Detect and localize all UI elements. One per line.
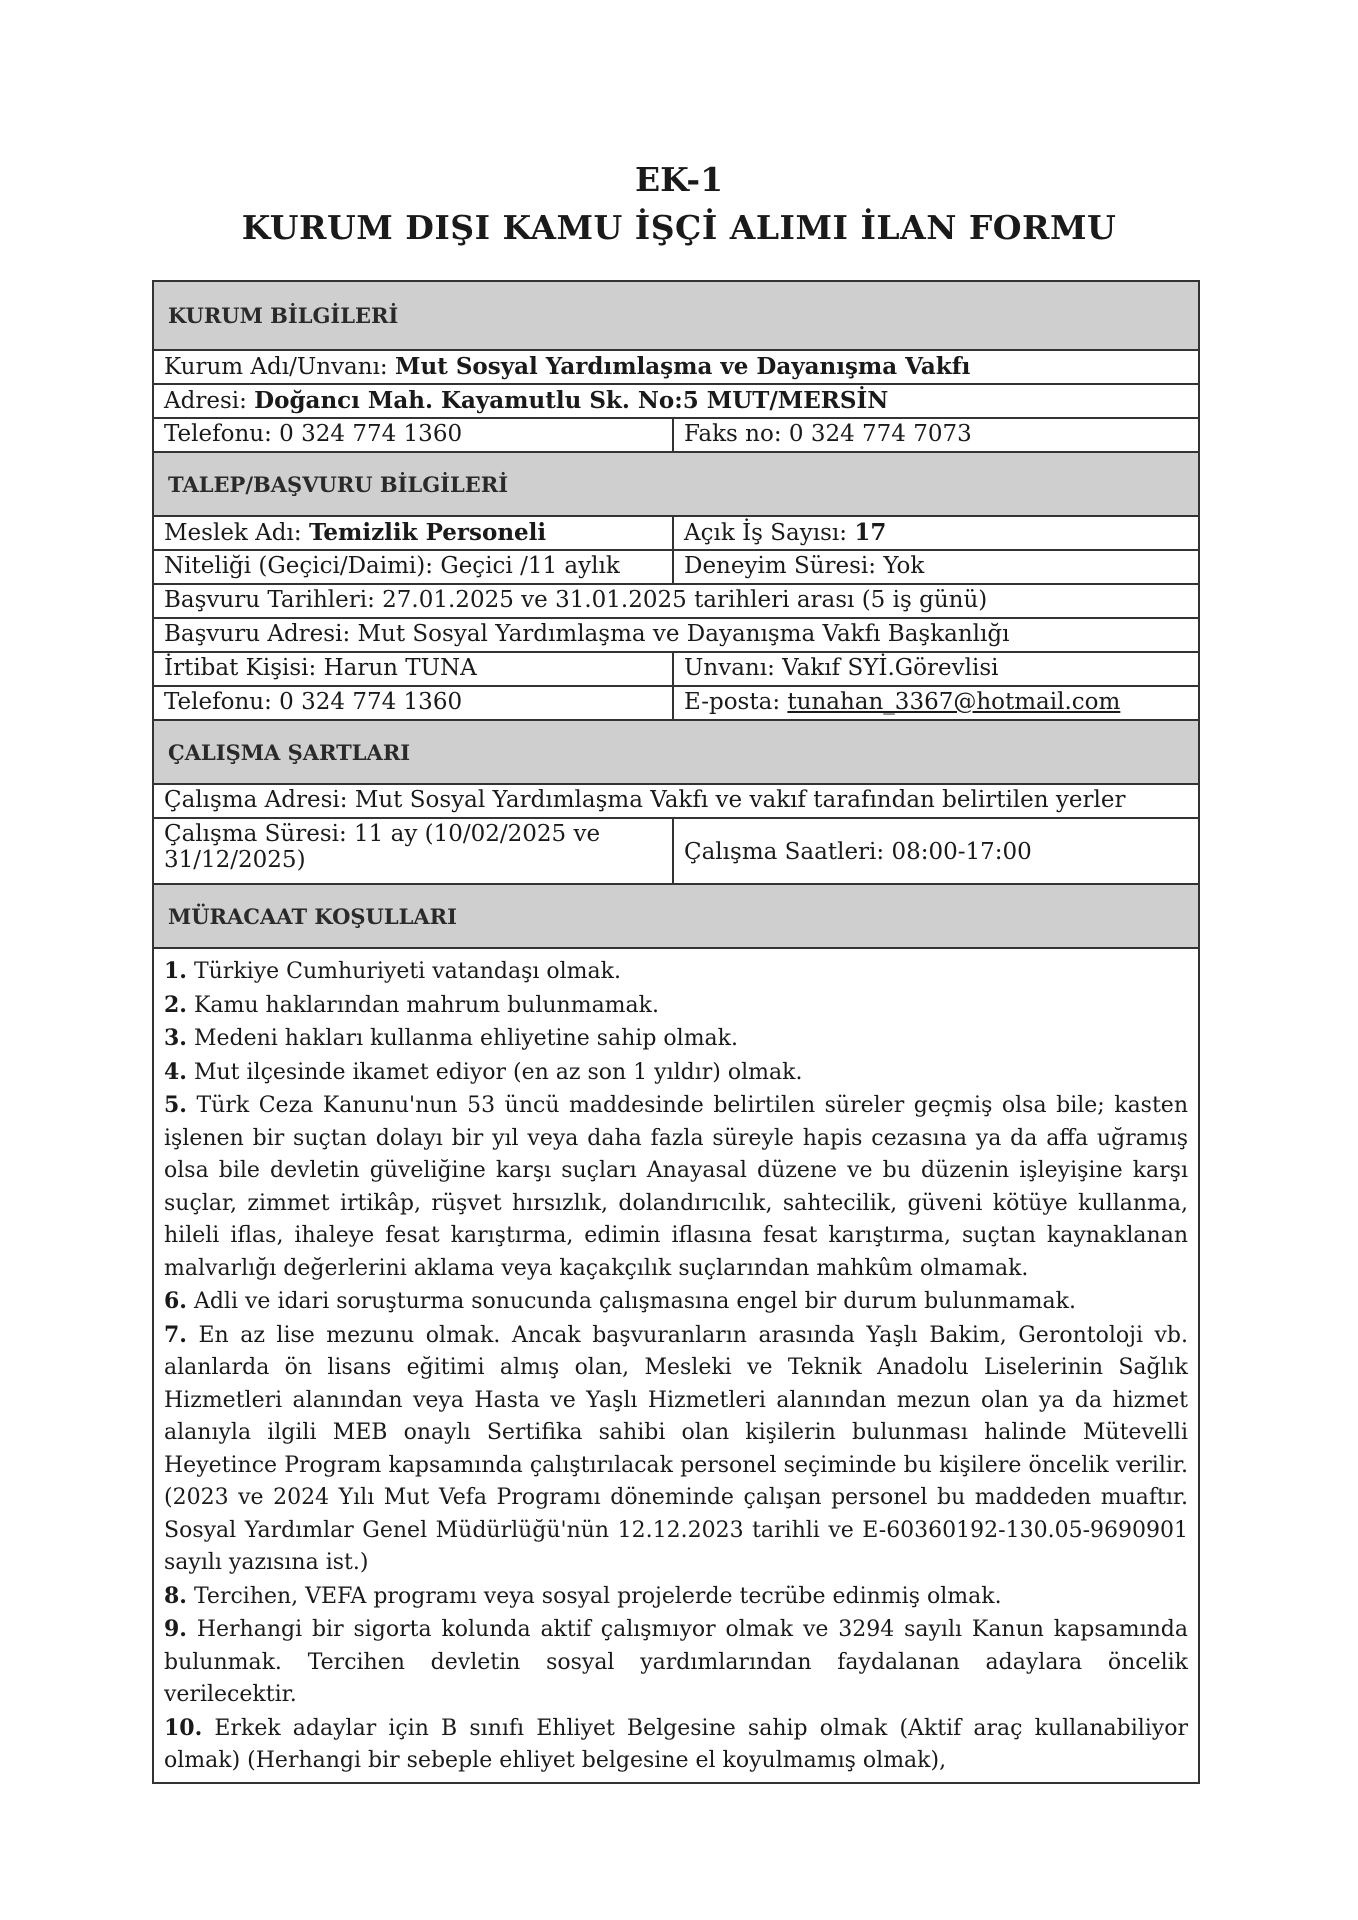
row-calisma-adresi	[154, 785, 1198, 819]
row-kurum-iletisim	[154, 419, 1198, 453]
kurum-faks: Faks no: 0 324 774 7073	[684, 421, 972, 447]
basvuru-tarihleri: Başvuru Tarihleri: 27.01.2025 ve 31.01.2025 tarihleri arası (5 iş günü)	[164, 587, 988, 613]
requirement-item	[164, 1022, 1188, 1056]
nitelik: Niteliği (Geçici/Daimi): Geçici /11 aylık	[154, 551, 674, 583]
requirement-text: Türk Ceza Kanunu'nun 53 üncü maddesinde belirtilen süreler geçmiş olsa bile; kasten işlenen bir suçtan dolayı bir yıl veya daha fazla süreyle hapis cezasına ya da affa uğramış olsa bile devletin güveliğine karşı suçları Anayasal düzene ve bu düzenin işleyişine karşı suçlar, zimmet irtikâp, rüşvet hırsızlık, dolandırıcılık, sahtecilik, güveni kötüye kullanma, hileli iflas, ihaleye fesat karıştırma, edimin iflasına fesat karıştırma, suçtan kaynaklanan malvarlığı değerlerini aklama veya kaçakçılık suçlarından mahkûm olmamak.	[164, 1093, 1188, 1281]
requirement-item	[164, 955, 1188, 989]
requirement-item	[164, 1056, 1188, 1090]
requirement-text: Medeni hakları kullanma ehliyetine sahip olmak.	[186, 1026, 738, 1051]
annex-label: EK-1	[634, 160, 724, 199]
requirement-number: 8.	[164, 1582, 187, 1609]
requirements-list	[154, 949, 1198, 1782]
irtibat-unvan: Unvanı: Vakıf SYİ.Görevlisi	[684, 655, 999, 681]
kurum-adi-label: Kurum Adı/Unvanı:	[164, 354, 395, 380]
acik-is-value: 17	[854, 519, 887, 546]
section-header-kurum: KURUM BİLGİLERİ	[154, 282, 1198, 351]
kurum-adi-cell	[154, 351, 1198, 383]
requirement-item	[164, 1580, 1188, 1614]
kurum-telefon: Telefonu: 0 324 774 1360	[154, 419, 674, 451]
row-irtibat	[154, 653, 1198, 687]
meslek-value: Temizlik Personeli	[308, 519, 547, 546]
kurum-adres-value: Doğancı Mah. Kayamutlu Sk. No:5 MUT/MERSİN	[254, 387, 889, 414]
requirement-text: Tercihen, VEFA programı veya sosyal projelerde tecrübe edinmiş olmak.	[186, 1583, 1002, 1609]
acik-is-label: Açık İş Sayısı:	[684, 520, 855, 546]
row-nitelik	[154, 551, 1198, 585]
meslek-label: Meslek Adı:	[164, 520, 309, 546]
row-kurum-adres	[154, 385, 1198, 419]
calisma-adresi: Çalışma Adresi: Mut Sosyal Yardımlaşma Vakfı ve vakıf tarafından belirtilen yerler	[164, 787, 1126, 813]
form-title: KURUM DIŞI KAMU İŞÇİ ALIMI İLAN FORMU	[241, 208, 1117, 247]
row-calisma-sure	[154, 819, 1198, 885]
requirement-number: 3.	[164, 1025, 187, 1051]
requirement-number: 2.	[164, 991, 187, 1018]
acik-is-cell	[674, 517, 1198, 549]
announcement-form	[152, 280, 1200, 1784]
calisma-saatleri: Çalışma Saatleri: 08:00-17:00	[684, 838, 1032, 865]
requirement-text: Adli ve idari soruşturma sonucunda çalışmasına engel bir durum bulunmamak.	[186, 1289, 1076, 1314]
requirement-item	[164, 1319, 1188, 1580]
section-header-calisma: ÇALIŞMA ŞARTLARI	[154, 721, 1198, 785]
kurum-adi-value: Mut Sosyal Yardımlaşma ve Dayanışma Vakfı	[395, 353, 971, 380]
requirement-number: 9.	[164, 1616, 187, 1642]
requirement-text: Mut ilçesinde ikamet ediyor (en az son 1 yıldır) olmak.	[186, 1059, 803, 1085]
meslek-cell	[154, 517, 674, 549]
requirement-text: Türkiye Cumhuriyeti vatandaşı olmak.	[186, 959, 621, 984]
requirement-number: 7.	[164, 1321, 187, 1348]
requirement-item	[164, 1712, 1188, 1778]
requirement-item	[164, 1089, 1188, 1285]
requirement-text: Erkek adaylar için B sınıfı Ehliyet Belgesine sahip olmak (Aktif araç kullanabiliyor olmak) (Herhangi bir sebeple ehliyet belgesine el koyulmamış olmak),	[164, 1715, 1188, 1773]
row-irtibat-iletisim	[154, 687, 1198, 721]
section-header-muracaat: MÜRACAAT KOŞULLARI	[154, 885, 1198, 949]
basvuru-adresi: Başvuru Adresi: Mut Sosyal Yardımlaşma ve Dayanışma Vakfı Başkanlığı	[164, 621, 1010, 647]
kurum-adres-cell	[154, 385, 1198, 417]
eposta-link[interactable]: tunahan_3367@hotmail.com	[787, 689, 1121, 715]
requirement-number: 1.	[164, 958, 187, 984]
requirement-number: 10.	[164, 1714, 203, 1741]
requirement-number: 4.	[164, 1058, 187, 1085]
irtibat-kisisi: İrtibat Kişisi: Harun TUNA	[154, 653, 674, 685]
calisma-suresi: Çalışma Süresi: 11 ay (10/02/2025 ve 31/12/2025)	[154, 819, 674, 883]
requirement-item	[164, 1613, 1188, 1712]
requirement-item	[164, 989, 1188, 1023]
row-kurum-adi	[154, 351, 1198, 385]
requirement-text: Herhangi bir sigorta kolunda aktif çalışmıyor olmak ve 3294 sayılı Kanun kapsamında bulunmak. Tercihen devletin sosyal yardımlarından faydalanan adaylara öncelik verilecektir.	[164, 1617, 1188, 1707]
requirement-number: 5.	[164, 1092, 187, 1118]
kurum-adres-label: Adresi:	[164, 388, 255, 414]
row-basvuru-tarihleri	[154, 585, 1198, 619]
row-basvuru-adresi	[154, 619, 1198, 653]
eposta-label: E-posta:	[684, 689, 788, 715]
row-meslek	[154, 517, 1198, 551]
requirement-number: 6.	[164, 1288, 187, 1314]
requirement-text: En az lise mezunu olmak. Ancak başvuranların arasında Yaşlı Bakim, Gerontoloji vb. alanlarda ön lisans eğitimi almış olan, Mesleki ve Teknik Anadolu Liselerinin Sağlık Hizmetleri alanından veya Hasta ve Yaşlı Hizmetleri alanından mezun olan ya da hizmet alanıyla ilgili MEB onaylı Sertifika sahibi olan kişilerin bulunması halinde Mütevelli Heyetince Program kapsamında çalıştırılacak personel seçiminde bu kişilere öncelik verilir. (2023 ve 2024 Yılı Mut Vefa Programı döneminde çalışan personel bu maddeden muaftır. Sosyal Yardımlar Genel Müdürlüğü'nün 12.12.2023 tarihli ve E-60360192-130.05-9690901 sayılı yazısına ist.)	[164, 1322, 1188, 1575]
requirement-item	[164, 1285, 1188, 1319]
irtibat-telefon: Telefonu: 0 324 774 1360	[154, 687, 674, 719]
section-header-talep: TALEP/BAŞVURU BİLGİLERİ	[154, 453, 1198, 517]
requirement-text: Kamu haklarından mahrum bulunmamak.	[186, 992, 659, 1018]
eposta-cell	[674, 687, 1198, 719]
deneyim: Deneyim Süresi: Yok	[684, 553, 925, 579]
